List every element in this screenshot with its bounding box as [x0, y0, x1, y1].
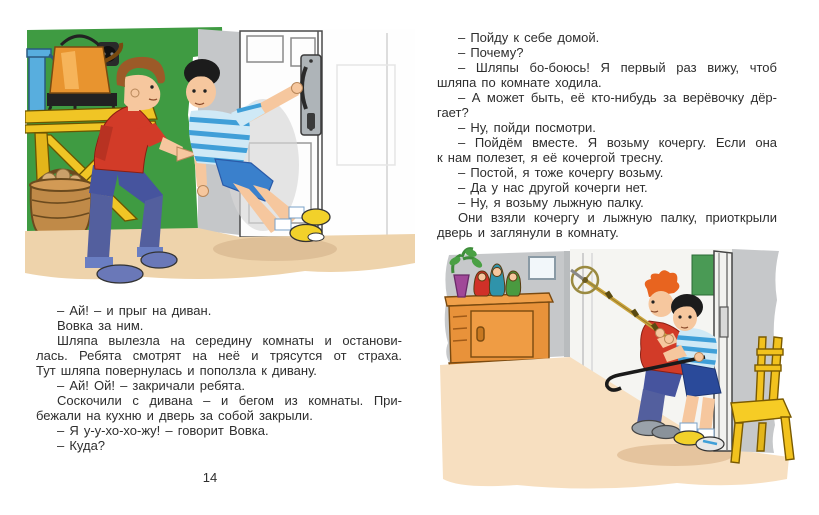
- text-line: дверь и заглянули в комнату.: [437, 225, 619, 240]
- illustration-peeking-boys: [437, 245, 807, 495]
- wicker-basket: [30, 169, 92, 235]
- text-line: шляпа по комнате ходила.: [437, 75, 602, 90]
- text-line: Вовка за ним.: [57, 318, 144, 333]
- text-line: Тут шляпа повернулась и поползла к дивану.: [36, 363, 317, 378]
- text-line: – Куда?: [57, 438, 106, 453]
- hand: [656, 329, 665, 338]
- text-line: – Почему?: [458, 45, 524, 60]
- text-line: – А может быть, её кто-нибудь за верёвочку дёр-: [458, 90, 777, 105]
- text-line: Соскочили с дивана – и бегом из комнаты. При-: [57, 393, 402, 408]
- text-line: – Ну, я возьму лыжную палку.: [458, 195, 644, 210]
- hand: [665, 335, 674, 344]
- picture-frame: [529, 257, 555, 279]
- left-page-text: [36, 303, 402, 453]
- text-line: – Ай! – и прыг на диван.: [57, 303, 212, 318]
- inner-green-wall: [692, 255, 716, 295]
- door-handle: [301, 55, 321, 135]
- illustration-kitchen-door: [25, 25, 415, 295]
- text-line: Шляпа вылезла на середину комнаты и останови-: [57, 333, 402, 348]
- page-number: 14: [202, 470, 218, 485]
- text-line: гает?: [437, 105, 469, 120]
- hand: [695, 353, 704, 362]
- text-line: – Ну, пойди посмотри.: [458, 120, 596, 135]
- text-line: – Шляпы бо-боюсь! Я первый раз вижу, чтоб: [458, 60, 777, 75]
- text-line: бежали на кухню и дверь за собой закрыли.: [36, 408, 313, 423]
- wall-right-of-door: [323, 29, 415, 239]
- text-line: – Постой, я тоже кочергу возьму.: [458, 165, 664, 180]
- text-line: – Я у-у-хо-хо-жу! – говорит Вовка.: [57, 423, 269, 438]
- room-scene-svg: [437, 245, 807, 495]
- text-line: к нам полезет, я её кочергой тресну.: [437, 150, 664, 165]
- right-page-text: [437, 30, 777, 240]
- text-line: – Пойдём вместе. Я возьму кочергу. Если она: [458, 135, 777, 150]
- kitchen-scene-svg: [25, 25, 415, 295]
- text-line: – Да у нас другой кочерги нет.: [458, 180, 648, 195]
- text-line: – Ай! Ой! – закричали ребята.: [57, 378, 245, 393]
- text-line: – Пойду к себе домой.: [458, 30, 600, 45]
- text-line: Они взяли кочергу и лыжную палку, приоткрыли: [458, 210, 777, 225]
- text-line: лась. Ребята смотрят на неё и трясутся от страха.: [36, 348, 402, 363]
